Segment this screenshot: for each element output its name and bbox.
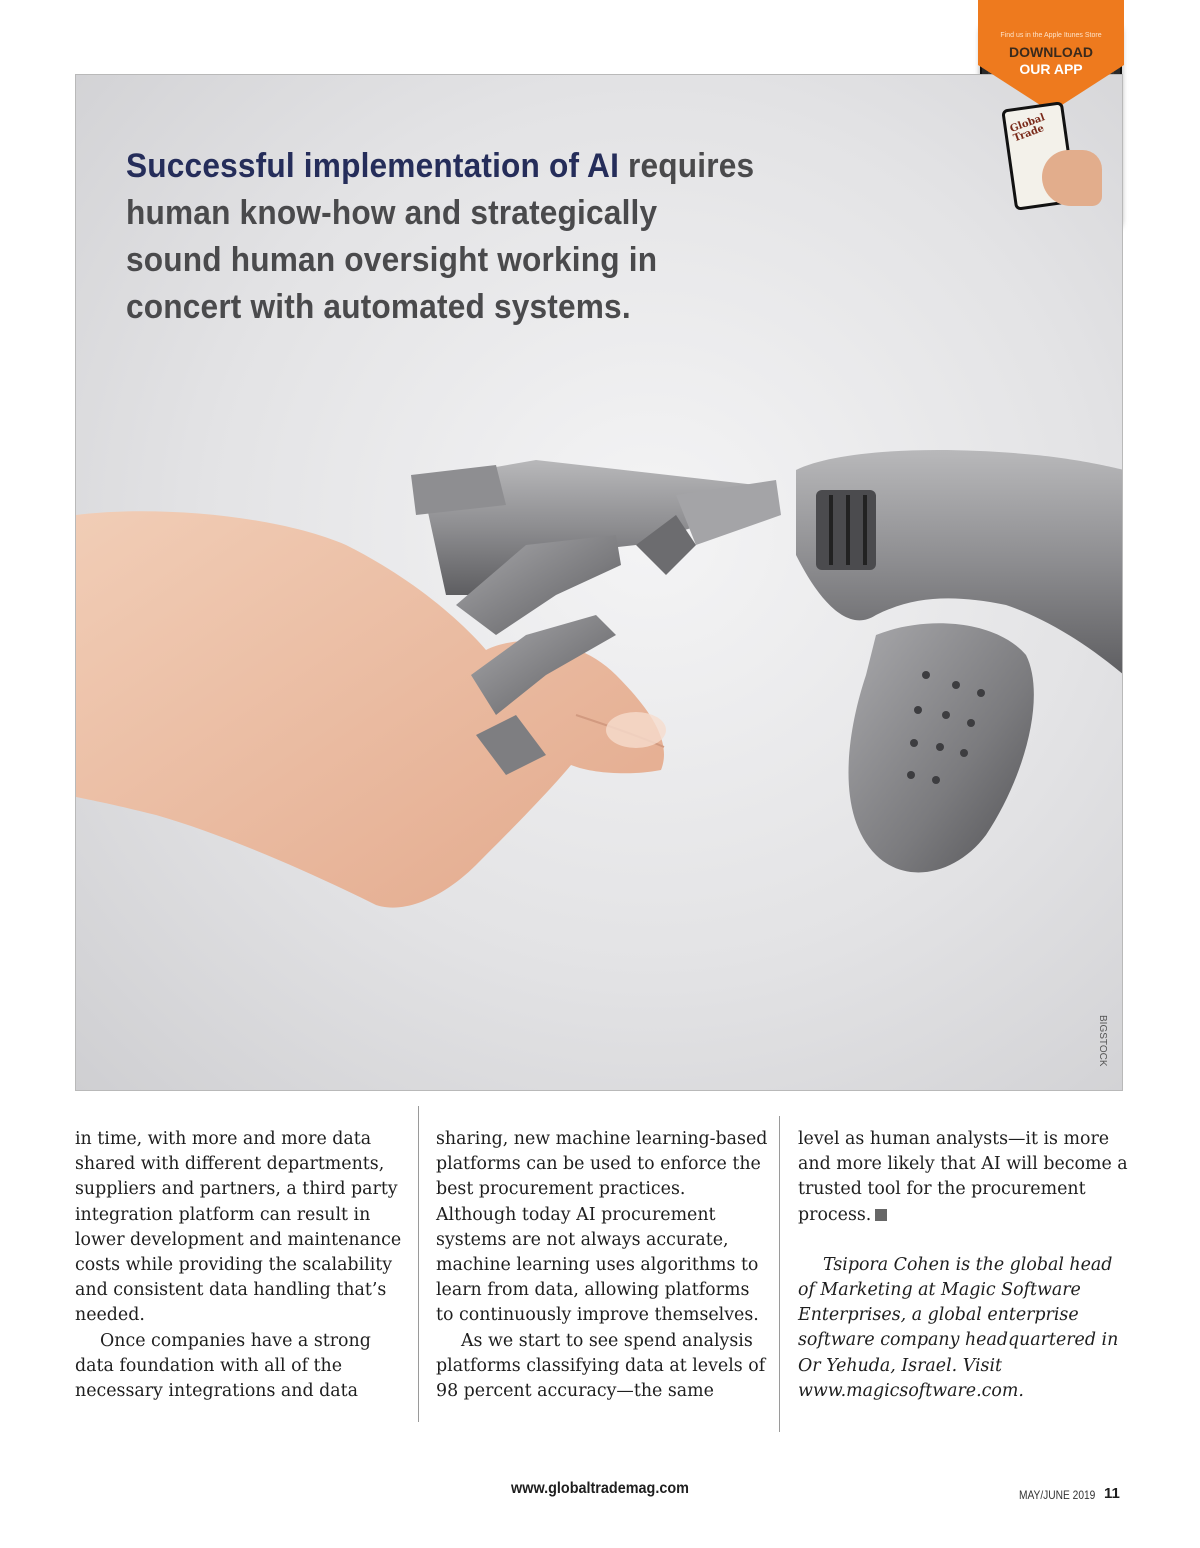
pull-quote-rest: requires human know-how and strategically sound human oversight working in concert with automated systems. (126, 147, 755, 326)
issue-date: MAY/JUNE 2019 (1019, 1488, 1096, 1502)
author-bio: Tsipora Cohen is the global head of Marketing at Magic Software Enterprises, a global enterprise software company headquartered in Or Yehuda, Israel. Visit www.magicsoftware.com. (798, 1254, 1119, 1401)
article-column-2 (436, 1127, 771, 1404)
end-mark-icon (875, 1209, 887, 1221)
pull-quote-highlight: Successful implementation of AI (126, 147, 620, 185)
column-divider (418, 1106, 419, 1422)
badge-title-line2: OUR APP (1019, 61, 1083, 77)
badge-title-line1: DOWNLOAD (1009, 44, 1093, 60)
paragraph: in time, with more and more data shared with different departments, suppliers and partners, a third party integration platform can result in lower development and maintenance costs while providing the scalability and consistent data handling that’s needed. (75, 1129, 402, 1326)
column-divider (779, 1116, 780, 1432)
article-column-1 (75, 1127, 405, 1404)
photo-credit: BIGSTOCK (1097, 1015, 1108, 1067)
article-column-3 (798, 1127, 1128, 1404)
feature-photo (75, 74, 1123, 1091)
paragraph: As we start to see spend analysis platforms classifying data at levels of 98 percent accuracy—the same (436, 1330, 766, 1402)
badge-store-text: Find us in the Apple Itunes Store (1000, 32, 1102, 39)
pull-quote (126, 143, 758, 331)
footer-website-link[interactable]: www.globaltrademag.com (511, 1480, 689, 1497)
badge-title (978, 44, 1124, 78)
paragraph: Once companies have a strong data foundation with all of the necessary integrations and data (75, 1330, 371, 1402)
closing-paragraph-text: level as human analysts—it is more and more likely that AI will become a trusted tool for the procurement process. (798, 1129, 1128, 1225)
hand-icon (1042, 150, 1102, 206)
page-number: 11 (1104, 1485, 1120, 1502)
magazine-logo: Global Trade (1008, 112, 1047, 145)
paragraph: sharing, new machine learning-based platforms can be used to enforce the best procurement practices. Although today AI procurement systems are not always accurate, machine learning uses algorithms to learn from data, allowing platforms to continuously improve themselves. (436, 1129, 768, 1326)
paragraph (798, 1127, 1128, 1228)
